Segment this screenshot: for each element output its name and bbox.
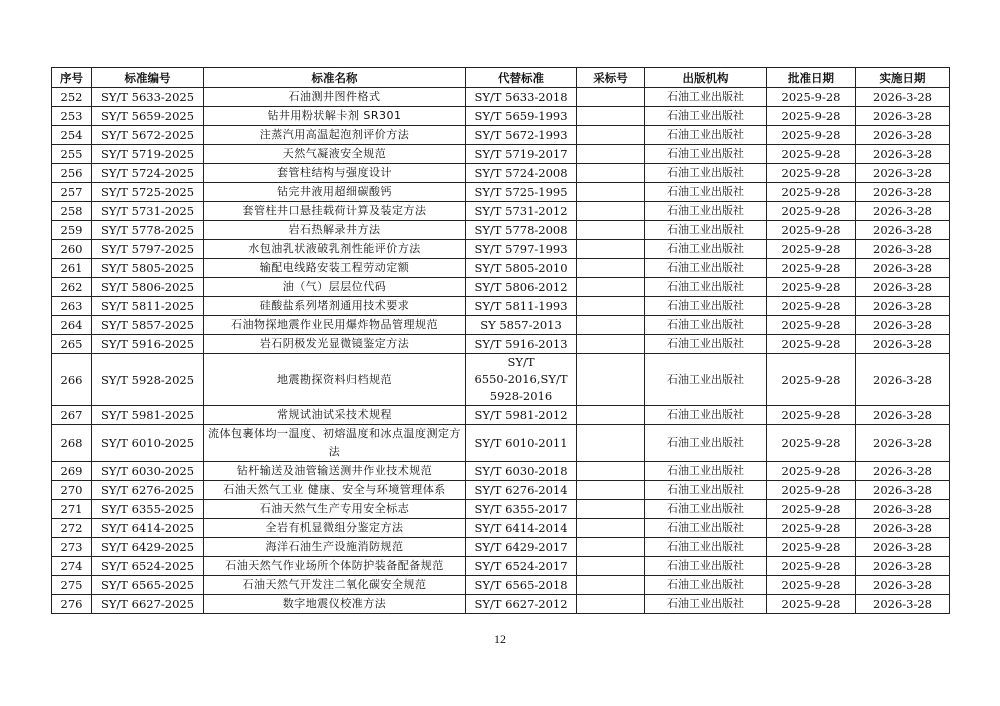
implementation-date-cell: 2026-3-28	[856, 481, 950, 500]
adopted-number-cell	[577, 335, 645, 354]
replaced-standard-cell: SY/T 5672-1993	[466, 126, 577, 145]
implementation-date-cell: 2026-3-28	[856, 316, 950, 335]
standard-name-cell: 岩石热解录井方法	[204, 221, 466, 240]
table-row	[52, 316, 950, 335]
publisher-cell: 石油工业出版社	[645, 259, 767, 278]
publisher-cell: 石油工业出版社	[645, 576, 767, 595]
table-row	[52, 462, 950, 481]
approval-date-cell: 2025-9-28	[767, 500, 856, 519]
approval-date-cell: 2025-9-28	[767, 278, 856, 297]
approval-date-cell: 2025-9-28	[767, 406, 856, 425]
standard-number-cell: SY/T 6010-2025	[92, 425, 204, 462]
table-header-row	[52, 68, 950, 88]
approval-date-cell: 2025-9-28	[767, 107, 856, 126]
approval-date-cell: 2025-9-28	[767, 425, 856, 462]
standard-name-cell: 套管柱井口悬挂载荷计算及装定方法	[204, 202, 466, 221]
standard-number-cell: SY/T 5857-2025	[92, 316, 204, 335]
implementation-date-cell: 2026-3-28	[856, 538, 950, 557]
publisher-cell: 石油工业出版社	[645, 425, 767, 462]
approval-date-cell: 2025-9-28	[767, 164, 856, 183]
header-standard-name: 标准名称	[204, 68, 466, 88]
table-row	[52, 202, 950, 221]
table-row	[52, 278, 950, 297]
publisher-cell: 石油工业出版社	[645, 595, 767, 614]
seq-cell: 258	[52, 202, 92, 221]
standard-name-cell: 海洋石油生产设施消防规范	[204, 538, 466, 557]
seq-cell: 254	[52, 126, 92, 145]
adopted-number-cell	[577, 576, 645, 595]
implementation-date-cell: 2026-3-28	[856, 221, 950, 240]
header-approval-date: 批准日期	[767, 68, 856, 88]
publisher-cell: 石油工业出版社	[645, 278, 767, 297]
seq-cell: 275	[52, 576, 92, 595]
seq-cell: 273	[52, 538, 92, 557]
table-row	[52, 259, 950, 278]
standard-name-cell: 钻杆输送及油管输送测井作业技术规范	[204, 462, 466, 481]
adopted-number-cell	[577, 145, 645, 164]
adopted-number-cell	[577, 164, 645, 183]
approval-date-cell: 2025-9-28	[767, 145, 856, 164]
implementation-date-cell: 2026-3-28	[856, 145, 950, 164]
adopted-number-cell	[577, 126, 645, 145]
replaced-standard-cell: SY/T 6627-2012	[466, 595, 577, 614]
standard-name-cell: 天然气凝液安全规范	[204, 145, 466, 164]
table-row	[52, 297, 950, 316]
seq-cell: 256	[52, 164, 92, 183]
publisher-cell: 石油工业出版社	[645, 500, 767, 519]
adopted-number-cell	[577, 425, 645, 462]
approval-date-cell: 2025-9-28	[767, 354, 856, 406]
replaced-standard-cell: SY/T 6524-2017	[466, 557, 577, 576]
replaced-standard-cell: SY/T 6429-2017	[466, 538, 577, 557]
implementation-date-cell: 2026-3-28	[856, 259, 950, 278]
publisher-cell: 石油工业出版社	[645, 126, 767, 145]
standard-number-cell: SY/T 6524-2025	[92, 557, 204, 576]
publisher-cell: 石油工业出版社	[645, 183, 767, 202]
standard-name-cell: 数字地震仪校准方法	[204, 595, 466, 614]
adopted-number-cell	[577, 297, 645, 316]
standard-name-cell: 油（气）层层位代码	[204, 278, 466, 297]
adopted-number-cell	[577, 88, 645, 107]
adopted-number-cell	[577, 481, 645, 500]
table-row	[52, 481, 950, 500]
seq-cell: 252	[52, 88, 92, 107]
seq-cell: 268	[52, 425, 92, 462]
standard-number-cell: SY/T 6030-2025	[92, 462, 204, 481]
header-standard-number: 标准编号	[92, 68, 204, 88]
approval-date-cell: 2025-9-28	[767, 297, 856, 316]
standard-number-cell: SY/T 5805-2025	[92, 259, 204, 278]
seq-cell: 265	[52, 335, 92, 354]
seq-cell: 274	[52, 557, 92, 576]
implementation-date-cell: 2026-3-28	[856, 406, 950, 425]
standard-number-cell: SY/T 5672-2025	[92, 126, 204, 145]
seq-cell: 266	[52, 354, 92, 406]
table-row	[52, 519, 950, 538]
publisher-cell: 石油工业出版社	[645, 202, 767, 221]
seq-cell: 263	[52, 297, 92, 316]
replaced-standard-cell: SY/T 5806-2012	[466, 278, 577, 297]
table-row	[52, 557, 950, 576]
replaced-standard-cell: SY/T 5725-1995	[466, 183, 577, 202]
adopted-number-cell	[577, 557, 645, 576]
standard-number-cell: SY/T 6627-2025	[92, 595, 204, 614]
implementation-date-cell: 2026-3-28	[856, 183, 950, 202]
publisher-cell: 石油工业出版社	[645, 145, 767, 164]
seq-cell: 260	[52, 240, 92, 259]
implementation-date-cell: 2026-3-28	[856, 354, 950, 406]
approval-date-cell: 2025-9-28	[767, 576, 856, 595]
adopted-number-cell	[577, 462, 645, 481]
standard-number-cell: SY/T 5916-2025	[92, 335, 204, 354]
standard-name-cell: 流体包裹体均一温度、初熔温度和冰点温度测定方法	[204, 425, 466, 462]
table-row	[52, 183, 950, 202]
publisher-cell: 石油工业出版社	[645, 107, 767, 126]
publisher-cell: 石油工业出版社	[645, 164, 767, 183]
table-row	[52, 164, 950, 183]
implementation-date-cell: 2026-3-28	[856, 500, 950, 519]
replaced-standard-cell: SY/T 6565-2018	[466, 576, 577, 595]
adopted-number-cell	[577, 316, 645, 335]
replaced-standard-cell: SY/T 5731-2012	[466, 202, 577, 221]
standard-number-cell: SY/T 5659-2025	[92, 107, 204, 126]
publisher-cell: 石油工业出版社	[645, 297, 767, 316]
standard-number-cell: SY/T 5731-2025	[92, 202, 204, 221]
seq-cell: 264	[52, 316, 92, 335]
replaced-standard-cell: SY/T 5797-1993	[466, 240, 577, 259]
header-seq: 序号	[52, 68, 92, 88]
approval-date-cell: 2025-9-28	[767, 481, 856, 500]
standard-name-cell: 石油天然气作业场所个体防护装备配备规范	[204, 557, 466, 576]
replaced-standard-cell: SY/T 6550-2016,SY/T 5928-2016	[466, 354, 577, 406]
standard-number-cell: SY/T 5724-2025	[92, 164, 204, 183]
standard-number-cell: SY/T 6355-2025	[92, 500, 204, 519]
publisher-cell: 石油工业出版社	[645, 240, 767, 259]
seq-cell: 262	[52, 278, 92, 297]
approval-date-cell: 2025-9-28	[767, 88, 856, 107]
replaced-standard-cell: SY/T 6414-2014	[466, 519, 577, 538]
table-body	[52, 88, 950, 614]
approval-date-cell: 2025-9-28	[767, 126, 856, 145]
implementation-date-cell: 2026-3-28	[856, 164, 950, 183]
implementation-date-cell: 2026-3-28	[856, 202, 950, 221]
table-row	[52, 335, 950, 354]
publisher-cell: 石油工业出版社	[645, 335, 767, 354]
seq-cell: 259	[52, 221, 92, 240]
adopted-number-cell	[577, 202, 645, 221]
adopted-number-cell	[577, 259, 645, 278]
approval-date-cell: 2025-9-28	[767, 595, 856, 614]
table-row	[52, 538, 950, 557]
seq-cell: 255	[52, 145, 92, 164]
standard-number-cell: SY/T 6565-2025	[92, 576, 204, 595]
implementation-date-cell: 2026-3-28	[856, 297, 950, 316]
standard-name-cell: 地震勘探资料归档规范	[204, 354, 466, 406]
standard-number-cell: SY/T 6414-2025	[92, 519, 204, 538]
adopted-number-cell	[577, 354, 645, 406]
publisher-cell: 石油工业出版社	[645, 481, 767, 500]
implementation-date-cell: 2026-3-28	[856, 240, 950, 259]
adopted-number-cell	[577, 406, 645, 425]
standard-name-cell: 钻井用粉状解卡剂 SR301	[204, 107, 466, 126]
publisher-cell: 石油工业出版社	[645, 221, 767, 240]
table-row	[52, 145, 950, 164]
adopted-number-cell	[577, 278, 645, 297]
seq-cell: 269	[52, 462, 92, 481]
standard-name-cell: 硅酸盐系列堵剂通用技术要求	[204, 297, 466, 316]
table-row	[52, 221, 950, 240]
table-row	[52, 240, 950, 259]
replaced-standard-cell: SY/T 5916-2013	[466, 335, 577, 354]
table-row	[52, 107, 950, 126]
standard-number-cell: SY/T 5797-2025	[92, 240, 204, 259]
table-row	[52, 88, 950, 107]
header-publisher: 出版机构	[645, 68, 767, 88]
replaced-standard-cell: SY/T 5778-2008	[466, 221, 577, 240]
standard-number-cell: SY/T 6276-2025	[92, 481, 204, 500]
adopted-number-cell	[577, 107, 645, 126]
publisher-cell: 石油工业出版社	[645, 316, 767, 335]
replaced-standard-cell: SY/T 5981-2012	[466, 406, 577, 425]
standard-number-cell: SY/T 5719-2025	[92, 145, 204, 164]
approval-date-cell: 2025-9-28	[767, 221, 856, 240]
seq-cell: 270	[52, 481, 92, 500]
approval-date-cell: 2025-9-28	[767, 316, 856, 335]
seq-cell: 272	[52, 519, 92, 538]
publisher-cell: 石油工业出版社	[645, 354, 767, 406]
approval-date-cell: 2025-9-28	[767, 519, 856, 538]
header-replaced-standard: 代替标准	[466, 68, 577, 88]
adopted-number-cell	[577, 183, 645, 202]
adopted-number-cell	[577, 595, 645, 614]
publisher-cell: 石油工业出版社	[645, 538, 767, 557]
standard-name-cell: 全岩有机显微组分鉴定方法	[204, 519, 466, 538]
table-row	[52, 354, 950, 406]
seq-cell: 271	[52, 500, 92, 519]
seq-cell: 267	[52, 406, 92, 425]
replaced-standard-cell: SY/T 5719-2017	[466, 145, 577, 164]
table-row	[52, 500, 950, 519]
table-row	[52, 425, 950, 462]
standard-number-cell: SY/T 5981-2025	[92, 406, 204, 425]
publisher-cell: 石油工业出版社	[645, 462, 767, 481]
standard-number-cell: SY/T 5778-2025	[92, 221, 204, 240]
replaced-standard-cell: SY/T 5724-2008	[466, 164, 577, 183]
seq-cell: 253	[52, 107, 92, 126]
implementation-date-cell: 2026-3-28	[856, 107, 950, 126]
seq-cell: 276	[52, 595, 92, 614]
adopted-number-cell	[577, 221, 645, 240]
standard-name-cell: 常规试油试采技术规程	[204, 406, 466, 425]
adopted-number-cell	[577, 519, 645, 538]
replaced-standard-cell: SY 5857-2013	[466, 316, 577, 335]
table-row	[52, 126, 950, 145]
publisher-cell: 石油工业出版社	[645, 88, 767, 107]
implementation-date-cell: 2026-3-28	[856, 576, 950, 595]
implementation-date-cell: 2026-3-28	[856, 595, 950, 614]
implementation-date-cell: 2026-3-28	[856, 278, 950, 297]
page-number: 12	[494, 632, 506, 646]
standard-name-cell: 钻完井液用超细碳酸钙	[204, 183, 466, 202]
table-row	[52, 576, 950, 595]
standard-name-cell: 注蒸汽用高温起泡剂评价方法	[204, 126, 466, 145]
standard-name-cell: 套管柱结构与强度设计	[204, 164, 466, 183]
replaced-standard-cell: SY/T 6030-2018	[466, 462, 577, 481]
replaced-standard-cell: SY/T 5659-1993	[466, 107, 577, 126]
standard-name-cell: 石油天然气工业 健康、安全与环境管理体系	[204, 481, 466, 500]
approval-date-cell: 2025-9-28	[767, 557, 856, 576]
implementation-date-cell: 2026-3-28	[856, 557, 950, 576]
standard-name-cell: 水包油乳状液破乳剂性能评价方法	[204, 240, 466, 259]
replaced-standard-cell: SY/T 5805-2010	[466, 259, 577, 278]
approval-date-cell: 2025-9-28	[767, 462, 856, 481]
publisher-cell: 石油工业出版社	[645, 557, 767, 576]
replaced-standard-cell: SY/T 5633-2018	[466, 88, 577, 107]
header-implementation-date: 实施日期	[856, 68, 950, 88]
approval-date-cell: 2025-9-28	[767, 335, 856, 354]
publisher-cell: 石油工业出版社	[645, 519, 767, 538]
table-row	[52, 406, 950, 425]
standard-number-cell: SY/T 6429-2025	[92, 538, 204, 557]
implementation-date-cell: 2026-3-28	[856, 519, 950, 538]
approval-date-cell: 2025-9-28	[767, 259, 856, 278]
replaced-standard-cell: SY/T 5811-1993	[466, 297, 577, 316]
standard-name-cell: 石油测井图件格式	[204, 88, 466, 107]
standard-number-cell: SY/T 5811-2025	[92, 297, 204, 316]
replaced-standard-cell: SY/T 6276-2014	[466, 481, 577, 500]
adopted-number-cell	[577, 538, 645, 557]
standard-number-cell: SY/T 5928-2025	[92, 354, 204, 406]
standard-name-cell: 岩石阴极发光显微镜鉴定方法	[204, 335, 466, 354]
replaced-standard-cell: SY/T 6010-2011	[466, 425, 577, 462]
standards-table	[51, 67, 950, 614]
standard-name-cell: 输配电线路安装工程劳动定额	[204, 259, 466, 278]
adopted-number-cell	[577, 500, 645, 519]
seq-cell: 261	[52, 259, 92, 278]
approval-date-cell: 2025-9-28	[767, 538, 856, 557]
implementation-date-cell: 2026-3-28	[856, 462, 950, 481]
standard-name-cell: 石油物探地震作业民用爆炸物品管理规范	[204, 316, 466, 335]
standard-number-cell: SY/T 5806-2025	[92, 278, 204, 297]
implementation-date-cell: 2026-3-28	[856, 126, 950, 145]
implementation-date-cell: 2026-3-28	[856, 425, 950, 462]
publisher-cell: 石油工业出版社	[645, 406, 767, 425]
implementation-date-cell: 2026-3-28	[856, 88, 950, 107]
standard-name-cell: 石油天然气生产专用安全标志	[204, 500, 466, 519]
approval-date-cell: 2025-9-28	[767, 183, 856, 202]
implementation-date-cell: 2026-3-28	[856, 335, 950, 354]
seq-cell: 257	[52, 183, 92, 202]
standard-number-cell: SY/T 5725-2025	[92, 183, 204, 202]
header-adopted-number: 采标号	[577, 68, 645, 88]
standard-number-cell: SY/T 5633-2025	[92, 88, 204, 107]
table-row	[52, 595, 950, 614]
approval-date-cell: 2025-9-28	[767, 240, 856, 259]
replaced-standard-cell: SY/T 6355-2017	[466, 500, 577, 519]
adopted-number-cell	[577, 240, 645, 259]
standard-name-cell: 石油天然气开发注二氧化碳安全规范	[204, 576, 466, 595]
approval-date-cell: 2025-9-28	[767, 202, 856, 221]
